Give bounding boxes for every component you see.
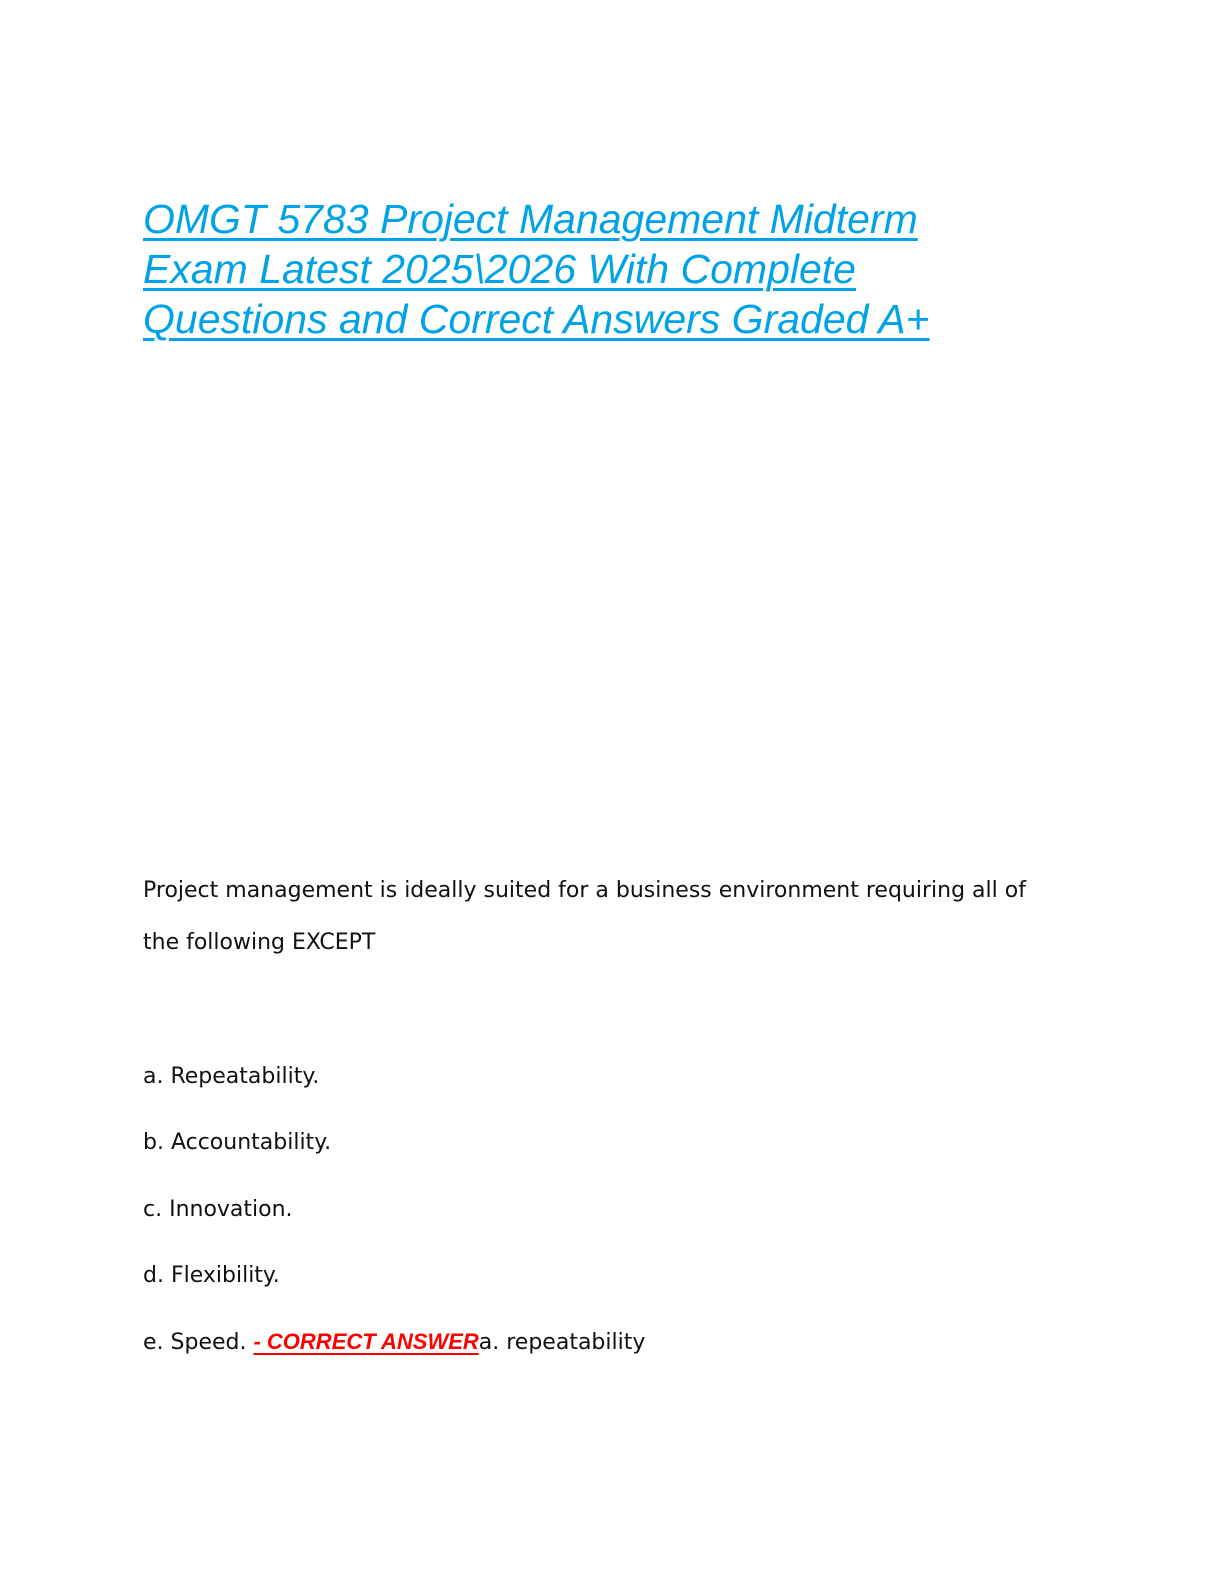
title-line-1[interactable]: OMGT 5783 Project Management Midterm xyxy=(143,196,918,242)
title-line-2[interactable]: Exam Latest 2025\2026 With Complete xyxy=(143,246,856,292)
option-d: d. Flexibility. xyxy=(143,1263,280,1288)
option-c: c. Innovation. xyxy=(143,1197,293,1222)
document-title-link[interactable] xyxy=(143,194,1043,344)
option-e: e. Speed. xyxy=(143,1330,247,1355)
correct-answer-text: a. repeatability xyxy=(478,1330,646,1355)
correct-answer-label: - CORRECT ANSWER xyxy=(253,1329,479,1354)
title-line-3[interactable]: Questions and Correct Answers Graded A+ xyxy=(143,296,930,342)
option-a: a. Repeatability. xyxy=(143,1064,320,1089)
option-b: b. Accountability. xyxy=(143,1130,332,1155)
question-stem-line-2: the following EXCEPT xyxy=(143,930,376,955)
option-e-row xyxy=(143,1329,645,1355)
question-stem-line-1: Project management is ideally suited for a business environment requiring all of xyxy=(143,878,1026,903)
